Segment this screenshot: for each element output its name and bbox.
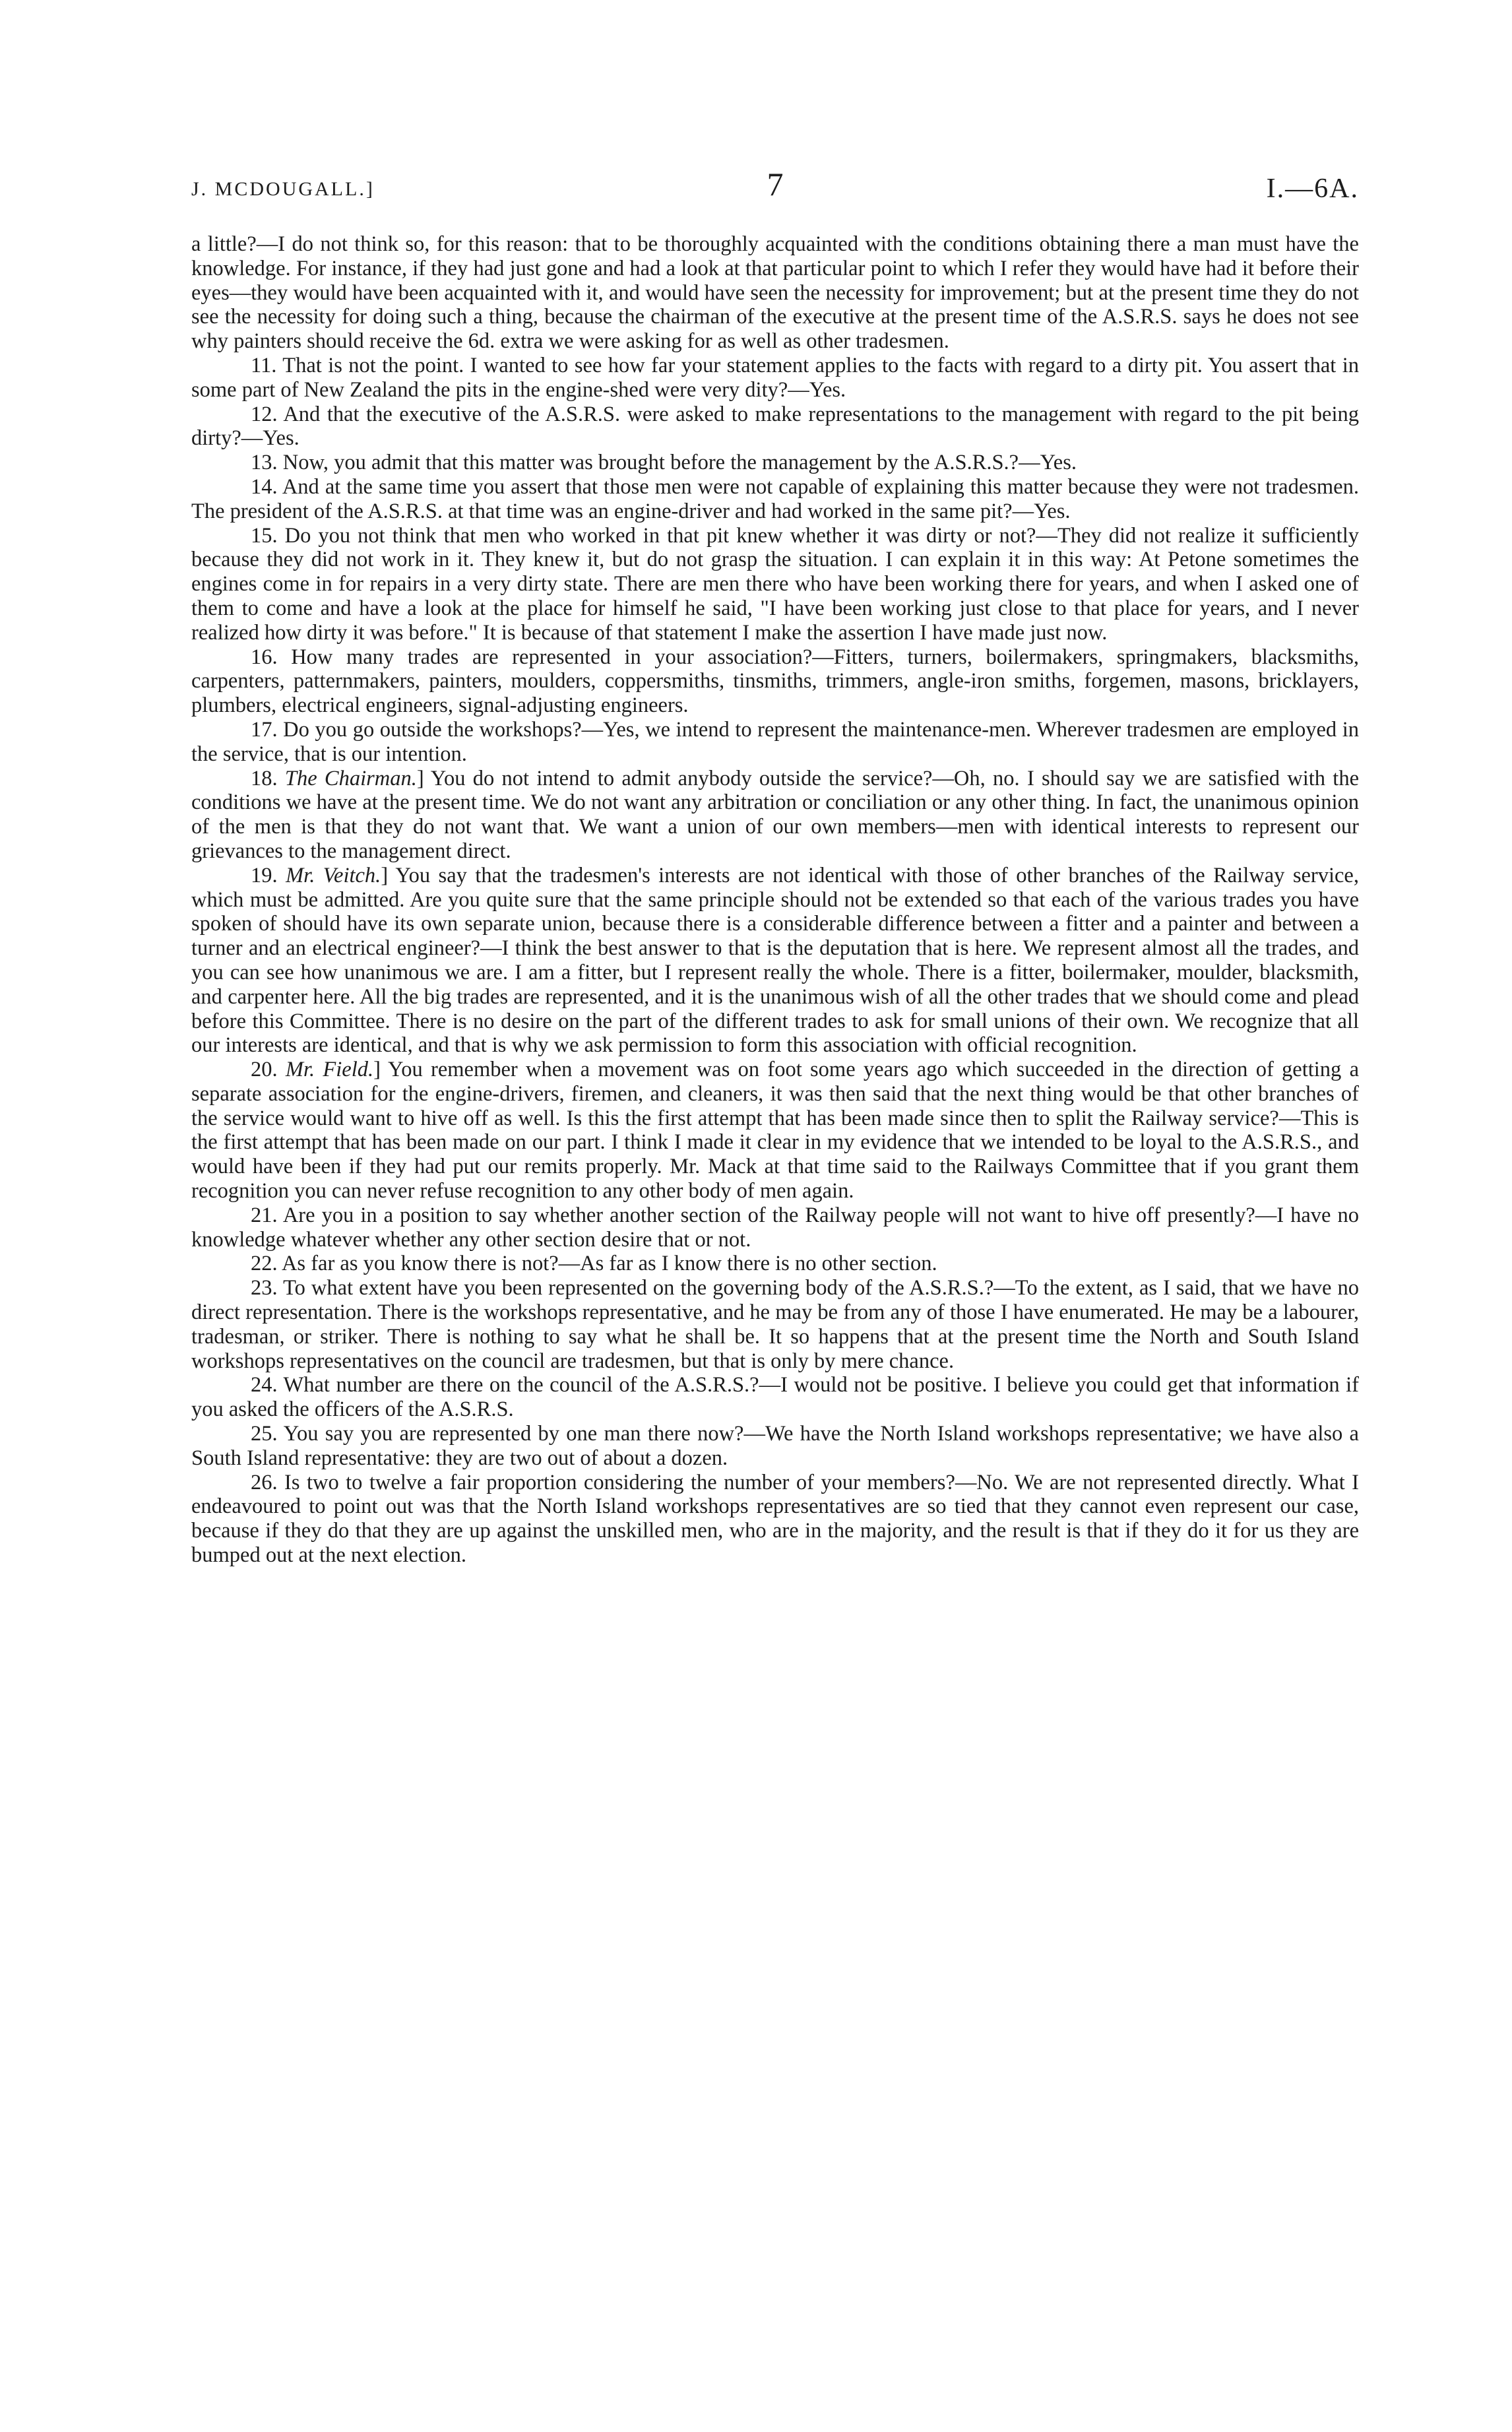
question-12: 12. And that the executive of the A.S.R.S. were asked to make representations to the management with regard to the pit being dirty?—Yes. — [191, 402, 1359, 451]
question-17: 17. Do you go outside the workshops?—Yes, we intend to represent the maintenance-men. Wherever tradesmen are employed in the service, that is our intention. — [191, 717, 1359, 766]
question-26: 26. Is two to twelve a fair proportion considering the number of your members?—No. We are not represented directly. What I endeavoured to point out was that the North Island workshops representatives are so tied that they cannot even represent our case, because if they do that they are up against the unskilled men, who are in the majority, and the result is that if they do it for us they are bumped out at the next election. — [191, 1470, 1359, 1568]
question-16: 16. How many trades are represented in your association?—Fitters, turners, boilermakers, springmakers, blacksmiths, carpenters, patternmakers, painters, moulders, coppersmiths, tinsmiths, trimmers, angle-iron smiths, forgemen, masons, bricklayers, plumbers, electrical engineers, signal-adjusting engineers. — [191, 645, 1359, 718]
question-text: ] You remember when a movement was on foot some years ago which succeeded in the direction of getting a separate association for the engine-drivers, firemen, and cleaners, it was then said that the next thing would be that other branches of the service would want to hive off as well. Is this the first attempt that has been made since then to split the Railway service?—This is the first attempt that has been made on our part. I think I made it clear in my evidence that we intended to be loyal to the A.S.R.S., and would have been if they had put our remits properly. Mr. Mack at that time said to the Railways Committee that if you grant them recognition you can never refuse recognition to any other body of men again. — [191, 1058, 1360, 1203]
question-15: 15. Do you not think that men who worked in that pit knew whether it was dirty or not?—They did not realize it sufficiently because they did not work in it. They knew it, but do not grasp the situation. I can explain it in this way: At Petone sometimes the engines come in for repairs in a very dirty state. There are men there who have been working there for years, and when I asked one of them to come and have a look at the place for himself he said, "I have been working just close to that place for years, and I never realized how dirty it was before." It is because of that statement I make the assertion I have made just now. — [191, 523, 1359, 645]
question-21: 21. Are you in a position to say whether another section of the Railway people will not want to hive off presently?—I have no knowledge whatever whether any other section desire that or not. — [191, 1203, 1359, 1252]
speaker-name: The Chairman. — [284, 766, 417, 790]
witness-name: J. MCDOUGALL.] — [191, 178, 375, 200]
evidence-text — [191, 232, 1359, 1568]
question-23: 23. To what extent have you been represented on the governing body of the A.S.R.S.?—To the extent, as I said, that we have no direct representation. There is the workshops representative, and he may be from any of those I have enumerated. He may be a labourer, tradesman, or striker. There is nothing to say what he shall be. It so happens that at the present time the North and South Island workshops representatives on the council are tradesmen, but that is only by mere chance. — [191, 1276, 1359, 1373]
question-number: 19. — [251, 863, 278, 887]
question-text: ] You do not intend to admit anybody outside the service?—Oh, no. I should say we are satisfied with the conditions we have at the present time. We do not want any arbitration or conciliation or any other thing. In fact, the unanimous opinion of the men is that they do not want that. We want a union of our own members—men with identical interests to represent our grievances to the management direct. — [191, 766, 1360, 863]
question-24: 24. What number are there on the council of the A.S.R.S.?—I would not be positive. I believe you could get that information if you asked the officers of the A.S.R.S. — [191, 1373, 1359, 1422]
page-header — [191, 165, 1359, 211]
question-number: 20. — [251, 1058, 278, 1082]
question-13: 13. Now, you admit that this matter was brought before the management by the A.S.R.S.?—Yes. — [251, 451, 1077, 475]
question-18 — [191, 767, 1359, 864]
question-22: 22. As far as you know there is not?—As far as I know there is no other section. — [251, 1252, 937, 1276]
question-20 — [191, 1058, 1359, 1203]
question-19 — [191, 864, 1359, 1058]
speaker-name: Mr. Field. — [285, 1058, 374, 1082]
paper-reference: I.—6A. — [1266, 174, 1359, 204]
speaker-name: Mr. Veitch. — [286, 863, 381, 887]
question-11: 11. That is not the point. I wanted to see how far your statement applies to the facts with regard to a dirty pit. You assert that in some part of New Zealand the pits in the engine-shed were very dity?—Yes. — [191, 353, 1359, 402]
question-text: ] You say that the tradesmen's interests are not identical with those of other branches of the Railway service, which must be admitted. Are you quite sure that the same principle should not be extended so that each of the various trades you have spoken of should have its own separate union, because there is a considerable difference between a fitter and a painter and between a turner and an electrical engineer?—I think the best answer to that is the deputation that is here. We represent almost all the trades, and you can see how unanimous we are. I am a fitter, but I represent really the whole. There is a fitter, boilermaker, moulder, blacksmith, and carpenter here. All the big trades are represented, and it is the unanimous wish of all the other trades that we should come and plead before this Committee. There is no desire on the part of the different trades to ask for small unions of their own. We recognize that all our interests are identical, and that is why we ask permission to form this association with official recognition. — [191, 863, 1359, 1058]
question-14: 14. And at the same time you assert that those men were not capable of explaining this matter because they were not tradesmen. The president of the A.S.R.S. at that time was an engine-driver and had worked in the same pit?—Yes. — [191, 474, 1359, 523]
question-number: 18. — [251, 766, 278, 790]
question-25: 25. You say you are represented by one man there now?—We have the North Island workshops representative; we have also a South Island representative: they are two out of about a dozen. — [191, 1422, 1359, 1470]
paragraph-continuation: a little?—I do not think so, for this reason: that to be thoroughly acquainted with the conditions obtaining there a man must have the knowledge. For instance, if they had just gone and had a look at that particular point to which I refer they would have had it before their eyes—they would have been acquainted with it, and would have seen the necessity for improvement; but at the present time they do not see the necessity for doing such a thing, because the chairman of the executive at the present time of the A.S.R.S. says he does not see why painters should receive the 6d. extra we were asking for as well as other tradesmen. — [191, 232, 1359, 354]
page-number: 7 — [767, 166, 784, 203]
